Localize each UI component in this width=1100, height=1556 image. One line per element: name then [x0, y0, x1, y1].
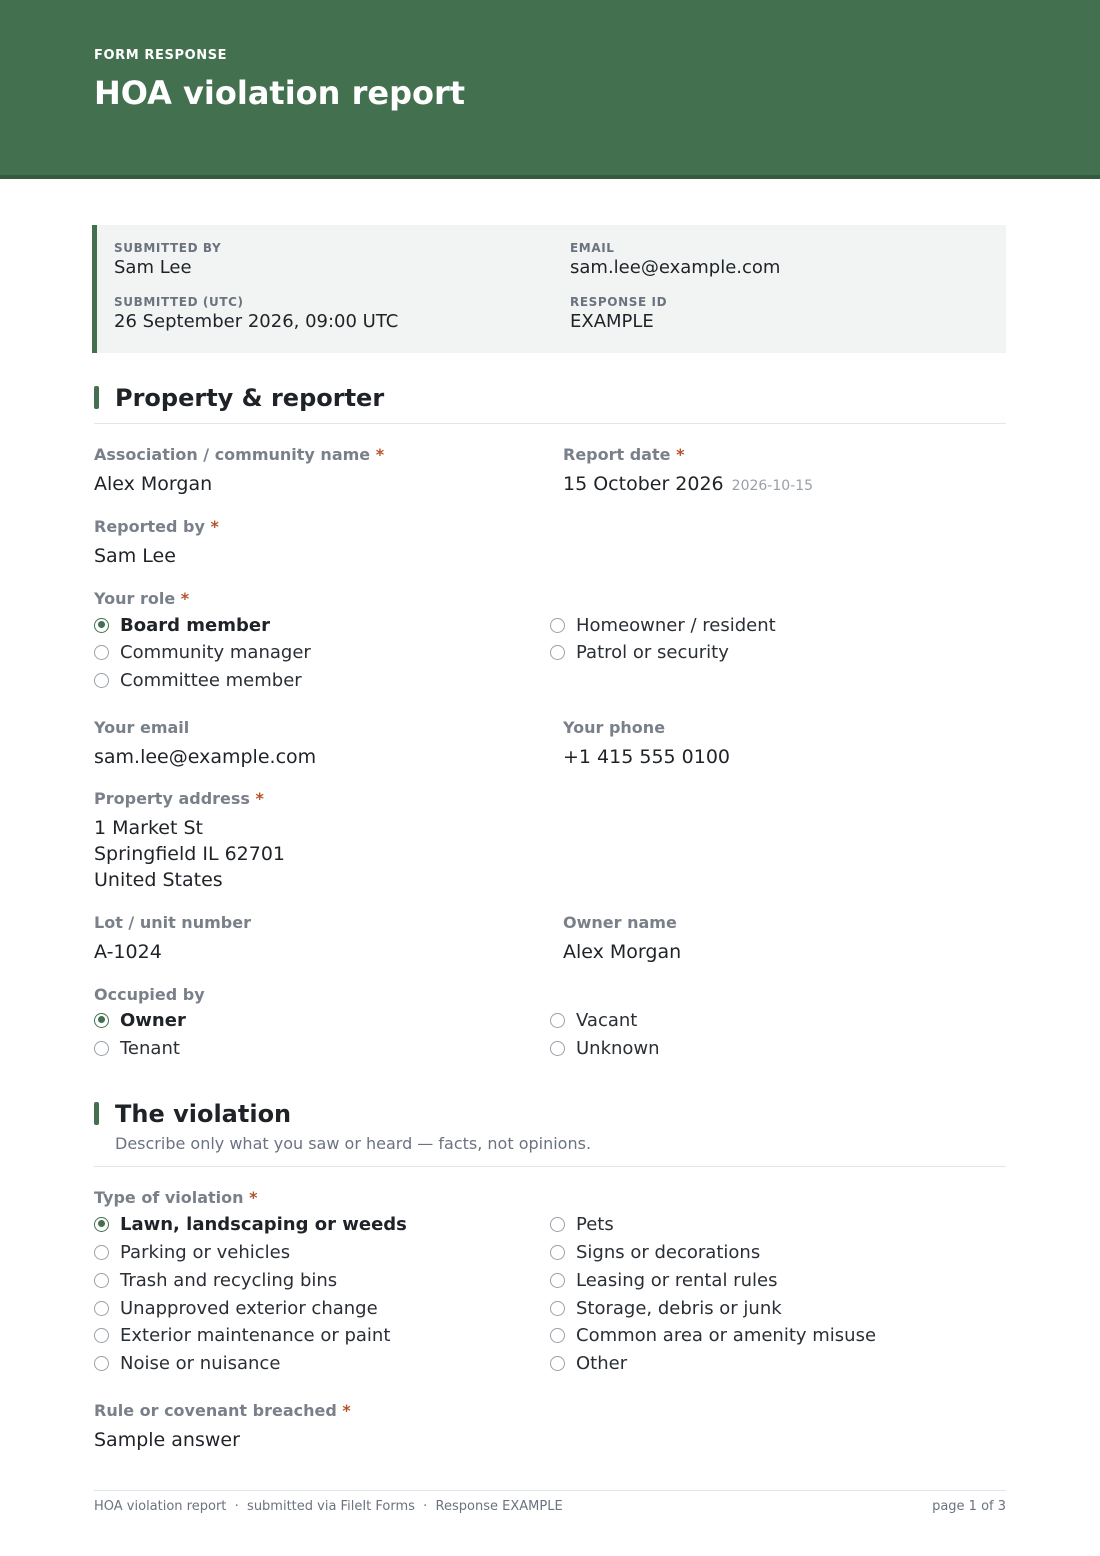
- radio-icon: [550, 645, 565, 660]
- radio-icon: [550, 618, 565, 633]
- field-value: sam.lee@example.com: [94, 746, 317, 768]
- violation-option-signs[interactable]: Signs or decorations: [550, 1240, 760, 1264]
- role-option-committee-member[interactable]: Committee member: [94, 668, 302, 692]
- violation-option-leasing[interactable]: Leasing or rental rules: [550, 1268, 777, 1292]
- field-value: Alex Morgan: [563, 941, 682, 963]
- field-value: Sam Lee: [94, 545, 176, 567]
- section-title-property: [94, 384, 384, 412]
- section-accent-bar: [94, 1102, 99, 1125]
- role-option-patrol[interactable]: Patrol or security: [550, 640, 729, 664]
- field-occupied-by: [94, 985, 205, 1004]
- field-value: Alex Morgan: [94, 473, 213, 495]
- violation-option-pets[interactable]: Pets: [550, 1212, 614, 1236]
- field-reported-by: [94, 517, 219, 569]
- field-label: Your role *: [94, 589, 190, 608]
- field-value: 15 October 2026 2026-10-15: [563, 473, 814, 495]
- occupied-option-vacant[interactable]: Vacant: [550, 1008, 637, 1032]
- field-value: +1 415 555 0100: [563, 746, 731, 768]
- section-accent-bar: [94, 386, 99, 409]
- required-mark: *: [342, 1401, 351, 1420]
- field-label: Rule or covenant breached *: [94, 1401, 351, 1420]
- required-mark: *: [255, 789, 264, 808]
- violation-option-lawn[interactable]: Lawn, landscaping or weeds: [94, 1212, 407, 1236]
- field-association: [94, 445, 384, 497]
- section-title-text: The violation: [115, 1100, 292, 1128]
- field-lot-unit: [94, 913, 251, 965]
- field-violation-type: [94, 1188, 258, 1207]
- field-value: Sample answer: [94, 1429, 240, 1451]
- field-label: Type of violation *: [94, 1188, 258, 1207]
- footer-info: HOA violation report · submitted via FileIt Forms · Response EXAMPLE: [94, 1499, 563, 1514]
- radio-selected-icon: [94, 618, 109, 633]
- field-owner-name: [563, 913, 681, 965]
- radio-icon: [94, 1328, 109, 1343]
- iso-date: 2026-10-15: [731, 478, 814, 494]
- header-kicker: FORM RESPONSE: [94, 48, 228, 63]
- radio-icon: [94, 1301, 109, 1316]
- meta-label: EMAIL: [570, 241, 615, 255]
- radio-icon: [550, 1273, 565, 1288]
- violation-option-common-area[interactable]: Common area or amenity misuse: [550, 1323, 876, 1347]
- field-report-date: [563, 445, 813, 499]
- radio-icon: [550, 1328, 565, 1343]
- field-label: Reported by *: [94, 517, 219, 536]
- role-option-board-member[interactable]: Board member: [94, 613, 270, 637]
- field-your-phone: [563, 718, 730, 770]
- radio-icon: [94, 1273, 109, 1288]
- field-property-address: [94, 789, 285, 893]
- meta-value: sam.lee@example.com: [570, 257, 781, 278]
- radio-icon: [94, 1356, 109, 1371]
- radio-icon: [550, 1041, 565, 1056]
- occupied-option-owner[interactable]: Owner: [94, 1008, 186, 1032]
- page-number: page 1 of 3: [932, 1499, 1006, 1514]
- occupied-option-unknown[interactable]: Unknown: [550, 1036, 660, 1060]
- field-label: Owner name: [563, 913, 677, 932]
- required-mark: *: [375, 445, 385, 464]
- section-divider: [94, 1166, 1006, 1167]
- address-line: Springfield IL 62701: [94, 843, 286, 865]
- radio-icon: [94, 673, 109, 688]
- required-mark: *: [210, 517, 219, 536]
- role-option-homeowner[interactable]: Homeowner / resident: [550, 613, 776, 637]
- meta-email: [570, 241, 780, 278]
- required-mark: *: [180, 589, 190, 608]
- field-label: Report date *: [563, 445, 685, 464]
- radio-selected-icon: [94, 1217, 109, 1232]
- radio-icon: [550, 1217, 565, 1232]
- meta-label: SUBMITTED (UTC): [114, 295, 244, 309]
- radio-icon: [550, 1301, 565, 1316]
- meta-label: SUBMITTED BY: [114, 241, 222, 255]
- violation-option-maintenance[interactable]: Exterior maintenance or paint: [94, 1323, 390, 1347]
- radio-icon: [94, 1041, 109, 1056]
- field-label: Association / community name *: [94, 445, 385, 464]
- field-role: [94, 589, 189, 608]
- section-divider: [94, 423, 1006, 424]
- field-rule-breached: [94, 1401, 351, 1453]
- radio-icon: [550, 1245, 565, 1260]
- occupied-option-tenant[interactable]: Tenant: [94, 1036, 180, 1060]
- field-label: Lot / unit number: [94, 913, 251, 932]
- field-label: Property address *: [94, 789, 264, 808]
- address-line: United States: [94, 869, 223, 891]
- meta-submitted-by: [114, 241, 221, 278]
- violation-option-noise[interactable]: Noise or nuisance: [94, 1351, 280, 1375]
- field-label: Occupied by: [94, 985, 205, 1004]
- field-value: [94, 815, 285, 893]
- meta-response-id: [570, 295, 667, 332]
- violation-option-parking[interactable]: Parking or vehicles: [94, 1240, 290, 1264]
- submission-meta: [92, 225, 1006, 353]
- violation-option-exterior-change[interactable]: Unapproved exterior change: [94, 1296, 378, 1320]
- radio-selected-icon: [94, 1013, 109, 1028]
- meta-value: EXAMPLE: [570, 311, 654, 332]
- violation-option-storage[interactable]: Storage, debris or junk: [550, 1296, 782, 1320]
- section-title-violation: [94, 1100, 291, 1128]
- radio-icon: [94, 645, 109, 660]
- section-subtitle: Describe only what you saw or heard — facts, not opinions.: [115, 1134, 592, 1153]
- field-value: A-1024: [94, 941, 162, 963]
- role-option-community-manager[interactable]: Community manager: [94, 640, 311, 664]
- meta-value: 26 September 2026, 09:00 UTC: [114, 311, 399, 332]
- meta-submitted-utc: [114, 295, 398, 332]
- required-mark: *: [249, 1188, 258, 1207]
- violation-option-trash[interactable]: Trash and recycling bins: [94, 1268, 337, 1292]
- field-label: Your email: [94, 718, 190, 737]
- violation-option-other[interactable]: Other: [550, 1351, 627, 1375]
- radio-icon: [550, 1356, 565, 1371]
- radio-icon: [94, 1245, 109, 1260]
- section-title-text: Property & reporter: [115, 384, 385, 412]
- page-title: HOA violation report: [94, 74, 466, 112]
- required-mark: *: [676, 445, 685, 464]
- field-your-email: [94, 718, 316, 770]
- meta-value: Sam Lee: [114, 257, 192, 278]
- footer-divider: [94, 1490, 1006, 1491]
- field-label: Your phone: [563, 718, 666, 737]
- meta-label: RESPONSE ID: [570, 295, 668, 309]
- address-line: 1 Market St: [94, 817, 203, 839]
- form-header: [0, 0, 1100, 179]
- radio-icon: [550, 1013, 565, 1028]
